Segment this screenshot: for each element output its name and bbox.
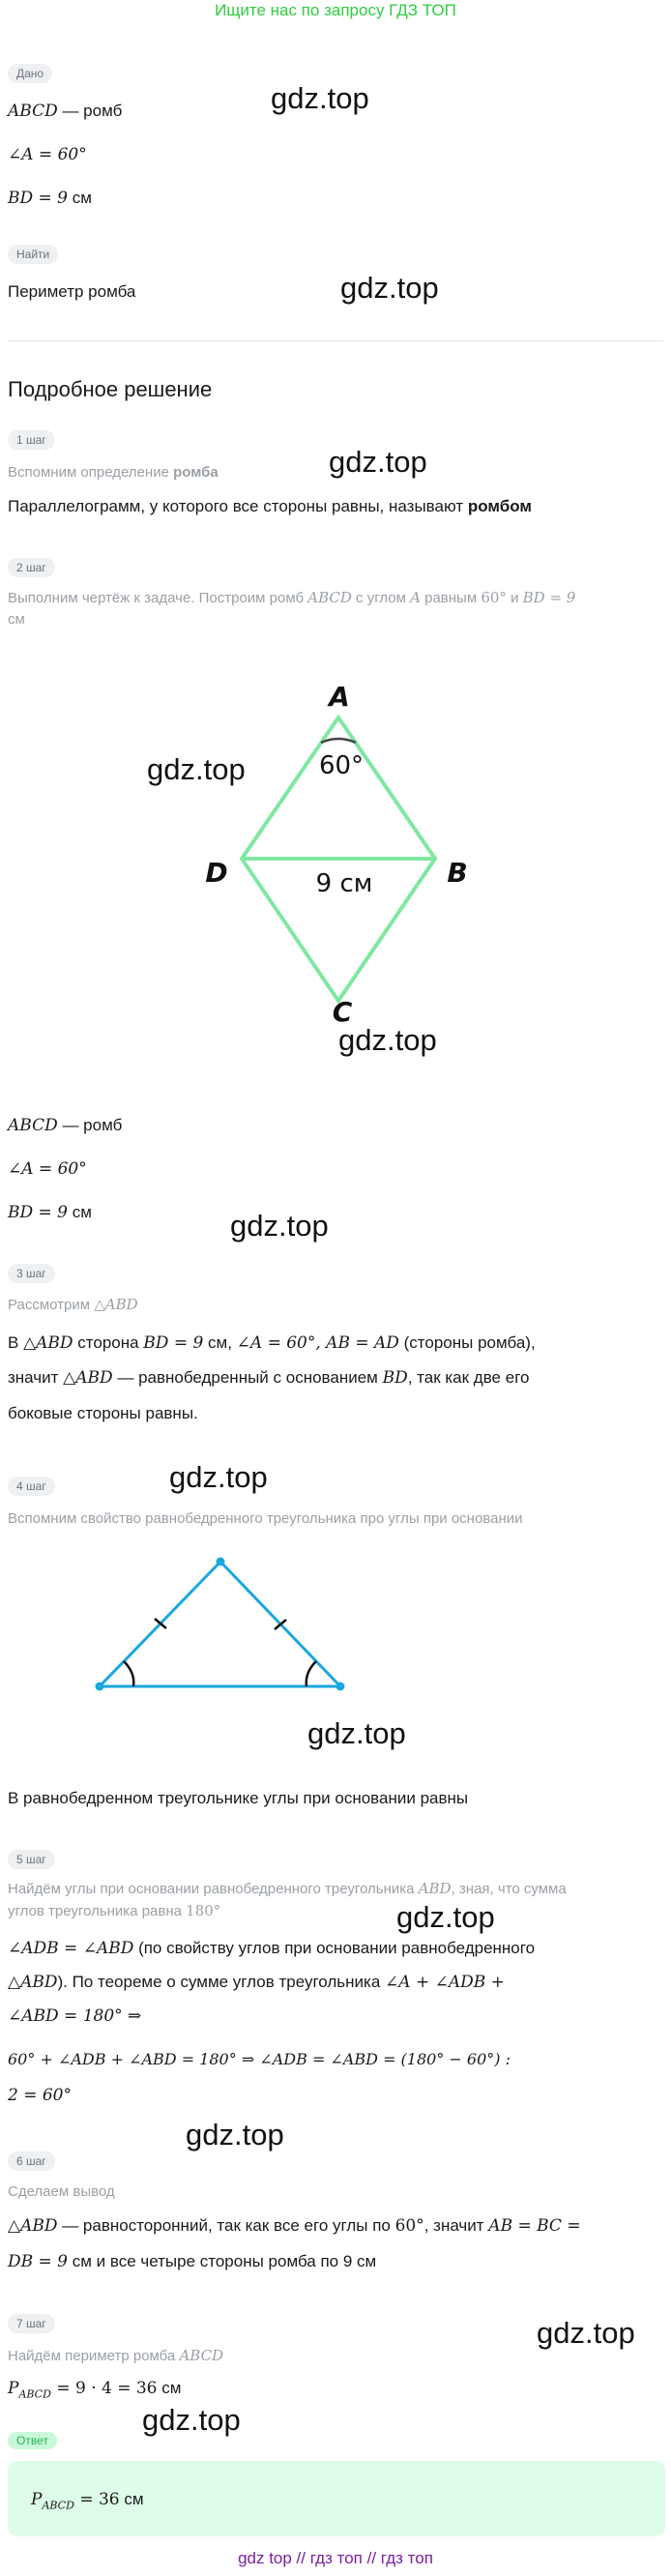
step7-badge: 7 шаг <box>8 2314 55 2333</box>
vertex-label-a: A <box>329 681 350 713</box>
watermark: gdz.top <box>147 752 246 786</box>
step1-text-bold: ромбом <box>467 497 532 515</box>
hint-math: ABCD <box>307 589 352 606</box>
given-line-2: ∠A = 60° <box>8 145 87 164</box>
top-banner: Ищите нас по запросу ГДЗ ТОП <box>215 1 456 19</box>
text: см <box>157 2379 182 2397</box>
step3-line-1 <box>8 1332 536 1355</box>
math: AB = BC = <box>488 2216 581 2236</box>
step3-line-3: боковые стороны равны. <box>8 1404 198 1422</box>
vertex-dot-top <box>217 1558 225 1566</box>
footer-sep: // <box>291 2549 310 2567</box>
watermark: gdz.top <box>396 1900 495 1934</box>
watermark: gdz.top <box>329 445 427 479</box>
watermark: gdz.top <box>271 81 369 115</box>
watermark: gdz.top <box>169 1460 268 1494</box>
triangle-shape <box>100 1562 340 1686</box>
solution-title: Подробное решение <box>8 377 213 401</box>
vertex-label-b: B <box>447 857 468 889</box>
step5-line-2 <box>8 1971 505 1994</box>
hint-text: равным <box>420 590 481 606</box>
step2-after-1 <box>8 1114 122 1137</box>
step7-hint <box>8 2345 223 2367</box>
hint-math: A <box>410 589 421 606</box>
given-badge-wrap <box>8 64 52 83</box>
math: △ABD <box>23 1333 73 1353</box>
math: DB = 9 <box>8 2252 68 2271</box>
hint-text: углов треугольника равна <box>8 1903 187 1919</box>
angle-arc <box>321 739 356 743</box>
math-sub: ABCD <box>18 2387 51 2401</box>
text: см и все четыре стороны ромба по 9 см <box>68 2252 377 2270</box>
text: значит <box>8 1368 64 1387</box>
math: ∠A + ∠ADB + <box>385 1973 505 1992</box>
step3-hint <box>8 1294 138 1316</box>
given-math: BD = 9 <box>8 189 68 208</box>
hint-math: 60° <box>481 589 507 606</box>
step5-line-3: ∠ABD = 180° ⇒ <box>8 2006 142 2026</box>
find-badge-wrap <box>8 245 58 264</box>
watermark: gdz.top <box>142 2403 241 2437</box>
answer-badge-wrap <box>8 2432 57 2449</box>
watermark: gdz.top <box>186 2118 284 2152</box>
step4-text: В равнобедренном треугольнике углы при основании равны <box>8 1789 469 1807</box>
rhombus-diagram <box>0 667 671 1035</box>
watermark: gdz.top <box>307 1716 406 1750</box>
step7-line-1 <box>8 2377 181 2406</box>
step3-badge-wrap <box>8 1264 55 1283</box>
base-angle-arc-right <box>306 1661 316 1686</box>
step4-badge-wrap <box>8 1477 55 1496</box>
step1-text <box>8 495 532 518</box>
step5-hint-2 <box>8 1900 220 1922</box>
footer-link-1[interactable]: gdz top <box>238 2549 292 2567</box>
step2-hint <box>8 587 575 609</box>
watermark: gdz.top <box>537 2316 635 2350</box>
text: , так как две его <box>407 1368 530 1387</box>
math: BD <box>382 1368 408 1388</box>
footer-sep: // <box>362 2549 381 2567</box>
step6-line-2 <box>8 2250 376 2273</box>
step5-line-1 <box>8 1937 535 1960</box>
step1-hint <box>8 462 219 483</box>
divider <box>8 340 663 341</box>
text: сторона <box>73 1333 144 1352</box>
math: P <box>8 2379 19 2398</box>
text: ). По теореме о сумме углов треугольника <box>57 1973 386 1991</box>
hint-text: Найдём углы при основании равнобедренного треугольника <box>8 1881 419 1897</box>
text: — равнобедренный с основанием <box>112 1368 383 1387</box>
step5-badge: 5 шаг <box>8 1850 55 1869</box>
watermark: gdz.top <box>340 271 439 305</box>
step2-badge: 2 шаг <box>8 558 55 577</box>
hint-math: ABD <box>418 1880 452 1897</box>
text: — равносторонний, так как все его углы по <box>57 2216 395 2235</box>
given-line-3 <box>8 187 92 210</box>
hint-text: Найдём периметр ромба <box>8 2348 180 2364</box>
math: △ABD <box>63 1368 113 1388</box>
step5-badge-wrap <box>8 1850 55 1869</box>
step2-after-3 <box>8 1201 92 1224</box>
hint-math: 180° <box>186 1902 221 1919</box>
vertex-label-c: C <box>332 996 353 1028</box>
diagonal-label: 9 см <box>315 869 373 898</box>
hint-bold: ромба <box>173 464 219 481</box>
step1-text-main: Параллелограмм, у которого все стороны равны, называют <box>8 497 468 515</box>
step5-line-5: 2 = 60° <box>8 2086 72 2105</box>
step2-hint-cont: см <box>8 611 25 628</box>
step6-hint: Сделаем вывод <box>8 2183 115 2200</box>
step5-hint-1 <box>8 1878 567 1900</box>
math: △ABD <box>8 2216 58 2236</box>
watermark: gdz.top <box>338 1023 437 1057</box>
text: (по свойству углов при основании равнобедренного <box>133 1939 536 1957</box>
find-text: Периметр ромба <box>8 282 136 301</box>
footer-link-2[interactable]: гдз топ <box>309 2549 363 2567</box>
hint-math: ABCD <box>179 2347 224 2364</box>
step4-hint: Вспомним свойство равнобедренного треугольника про углы при основании <box>8 1510 523 1527</box>
text: см, <box>203 1333 237 1352</box>
math: ∠A = 60°, AB = AD <box>236 1333 399 1353</box>
text: (стороны ромба), <box>398 1333 536 1352</box>
vertex-dot-left <box>96 1683 104 1691</box>
step2-after-2: ∠A = 60° <box>8 1159 87 1179</box>
step2-badge-wrap <box>8 558 55 577</box>
hint-text: , зная, что сумма <box>451 1881 567 1897</box>
math: △ABD <box>8 1973 58 1992</box>
after-math: BD = 9 <box>8 1203 68 1222</box>
hint-text: Рассмотрим <box>8 1297 95 1313</box>
step1-badge-wrap <box>8 430 55 450</box>
step3-badge: 3 шаг <box>8 1264 55 1283</box>
after-math: ABCD <box>8 1116 58 1135</box>
step4-badge: 4 шаг <box>8 1477 55 1496</box>
angle-label: 60° <box>318 751 365 780</box>
hint-text: с углом <box>351 590 411 606</box>
math: P <box>31 2490 43 2509</box>
math: = 9 · 4 = 36 <box>50 2379 158 2398</box>
footer-links <box>0 2549 671 2568</box>
math-sub: ABCD <box>42 2499 74 2512</box>
after-unit: см <box>68 1203 92 1221</box>
hint-math: △ABD <box>94 1296 138 1313</box>
footer-link-3[interactable]: гдз топ <box>380 2549 433 2567</box>
answer-badge: Ответ <box>8 2432 57 2449</box>
after-text: — ромб <box>57 1116 123 1134</box>
math: BD = 9 <box>143 1333 204 1353</box>
find-badge: Найти <box>8 245 58 264</box>
step6-badge-wrap <box>8 2152 55 2171</box>
step1-badge: 1 шаг <box>8 430 55 450</box>
step6-badge: 6 шаг <box>8 2152 55 2171</box>
watermark: gdz.top <box>230 1209 329 1243</box>
answer-text <box>31 2488 144 2517</box>
math: 60° <box>394 2216 424 2236</box>
hint-math: BD = 9 <box>522 589 576 606</box>
step3-line-2 <box>8 1366 529 1390</box>
given-line-1 <box>8 100 122 123</box>
vertex-dot-right <box>336 1683 345 1691</box>
hint-text: Вспомним определение <box>8 464 174 481</box>
hint-text: Выполним чертёж к задаче. Построим ромб <box>8 590 308 606</box>
given-unit: см <box>68 189 92 207</box>
vertex-label-d: D <box>205 857 228 889</box>
step7-badge-wrap <box>8 2314 55 2333</box>
text: , значит <box>423 2216 489 2235</box>
given-badge: Дано <box>8 64 52 83</box>
text: В <box>8 1333 24 1352</box>
base-angle-arc-left <box>124 1661 133 1686</box>
math: ∠ADB = ∠ABD <box>8 1939 134 1958</box>
hint-text: и <box>506 590 523 606</box>
math: = 36 <box>73 2490 120 2509</box>
isosceles-triangle-diagram <box>0 1547 671 1702</box>
step6-line-1 <box>8 2214 581 2238</box>
text: см <box>119 2490 144 2508</box>
given-text: — ромб <box>57 102 123 120</box>
given-math: ABCD <box>8 102 58 121</box>
step5-line-4: 60° + ∠ADB + ∠ABD = 180° ⇒ ∠ADB = ∠ABD = (180° − 60°) : <box>8 2050 511 2068</box>
